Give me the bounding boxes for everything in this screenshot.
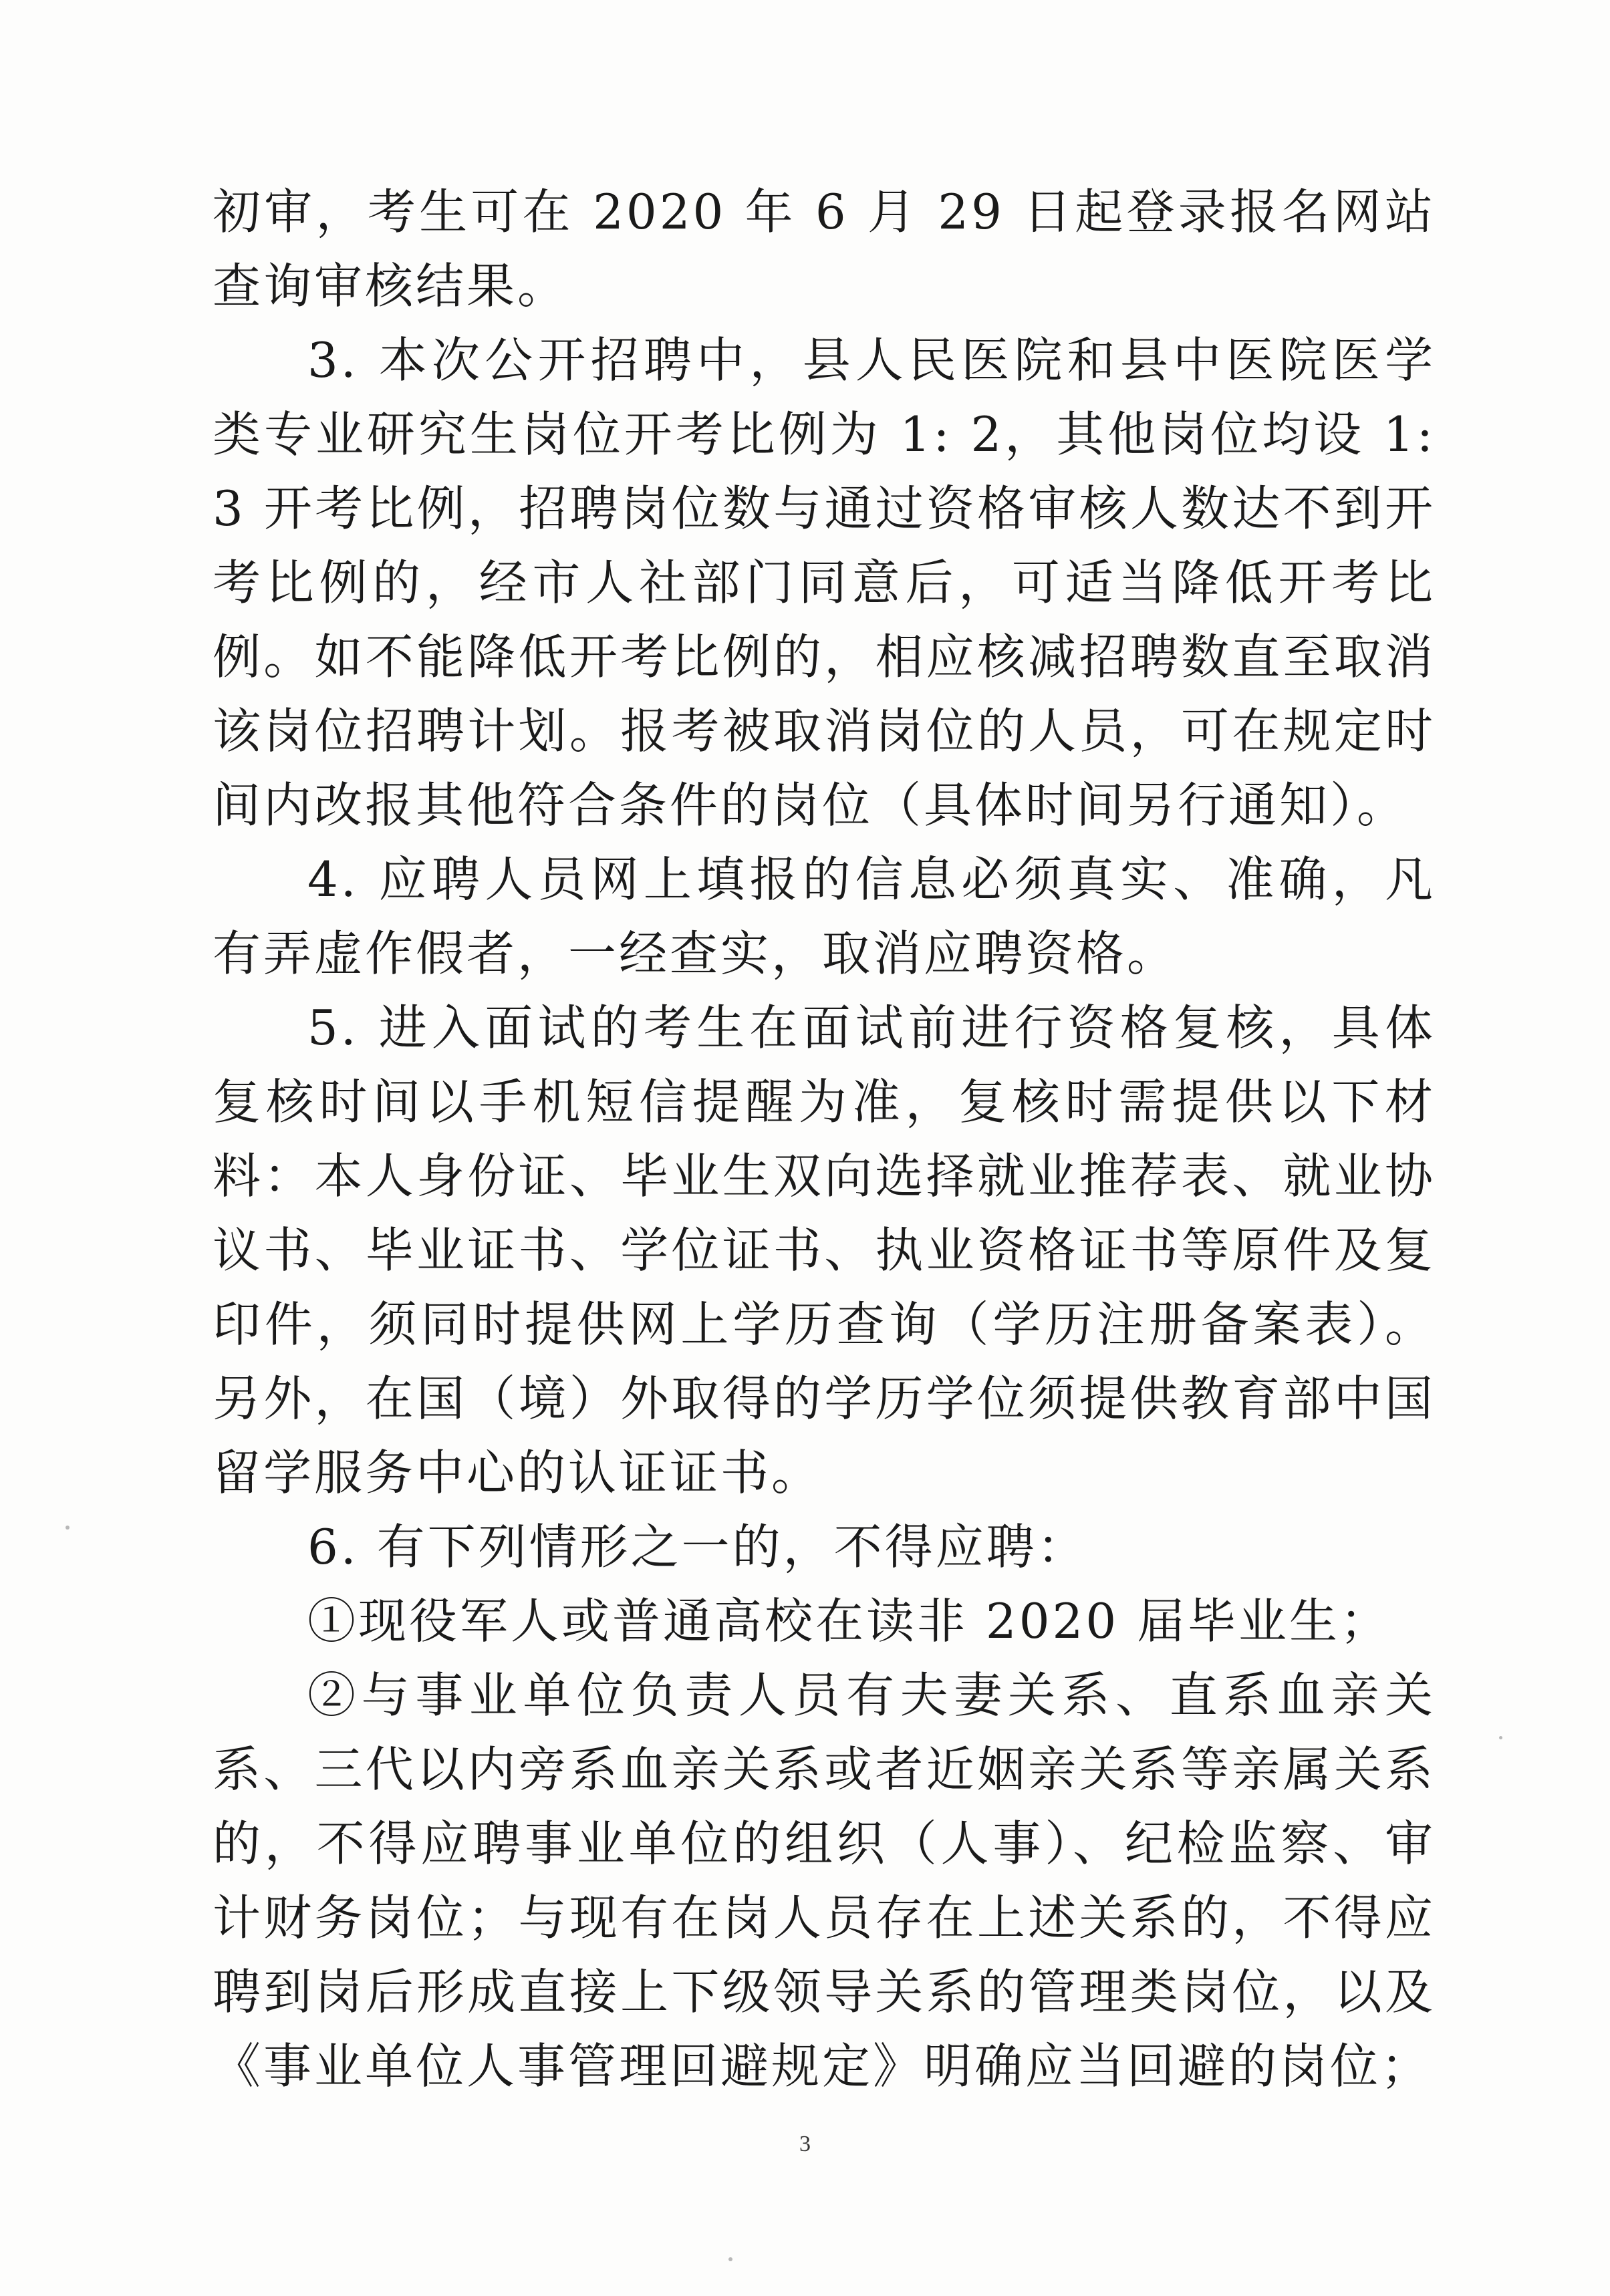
scan-speck	[65, 1526, 70, 1530]
page-number: 3	[799, 2132, 811, 2156]
paragraph-continuation: 初审，考生可在 2020 年 6 月 29 日起登录报名网站查询审核结果。	[213, 184, 1436, 314]
scan-speck	[728, 2257, 732, 2261]
scan-speck	[1499, 1736, 1502, 1739]
paragraph-item-5: 5. 进入面试的考生在面试前进行资格复核，具体复核时间以手机短信提醒为准，复核时需提供以下材料：本人身份证、毕业生双向选择就业推荐表、就业协议书、毕业证书、学位证书、执业资格证书等原件及复印件，须同时提供网上学历查询（学历注册备案表）。另外，在国（境）外取得的学历学位须提供教育部中国留学服务中心的认证证书。	[213, 1000, 1436, 1501]
document-body	[213, 175, 1436, 2104]
paragraph-item-6: 6. 有下列情形之一的，不得应聘：	[307, 1519, 1088, 1575]
paragraph-item-3: 3. 本次公开招聘中，县人民医院和县中医院医学类专业研究生岗位开考比例为 1: 2，其他岗位均设 1: 3 开考比例，招聘岗位数与通过资格审核人数达不到开考比例的，经市人社部门同意后，可适当降低开考比例。如不能降低开考比例的，相应核减招聘数直至取消该岗位招聘计划。报考被取消岗位的人员，可在规定时间内改报其他符合条件的岗位（具体时间另行通知）。	[213, 332, 1436, 833]
paragraph-item-4: 4. 应聘人员网上填报的信息必须真实、准确，凡有弄虚作假者，一经查实，取消应聘资格。	[213, 851, 1436, 982]
paragraph-subitem-2: ②与事业单位负责人员有夫妻关系、直系血亲关系、三代以内旁系血亲关系或者近姻亲关系等亲属关系的，不得应聘事业单位的组织（人事）、纪检监察、审计财务岗位；与现有在岗人员存在上述关系的，不得应聘到岗后形成直接上下级领导关系的管理类岗位，以及《事业单位人事管理回避规定》明确应当回避的岗位；	[213, 1667, 1436, 2094]
paragraph-subitem-1: ①现役军人或普通高校在读非 2020 届毕业生；	[307, 1593, 1391, 1649]
